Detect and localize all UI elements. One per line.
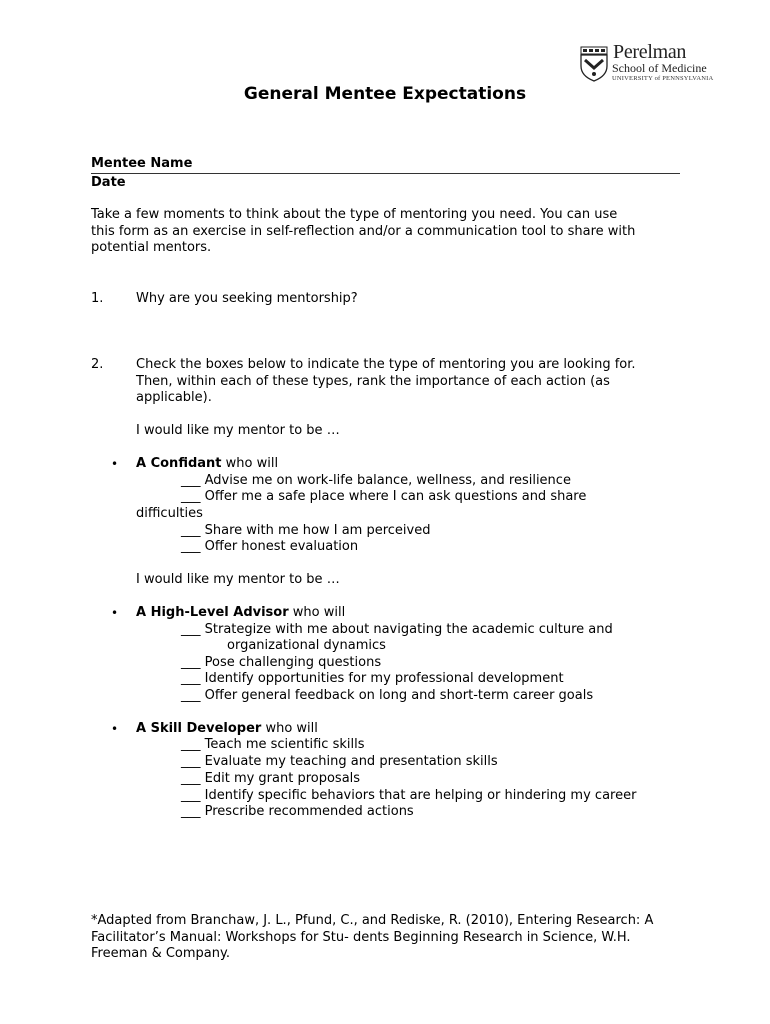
role-suffix: who will [221, 456, 279, 471]
logo-name: Perelman [613, 41, 687, 63]
logo-university: UNIVERSITY of PENNSYLVANIA [612, 75, 714, 82]
question-1-text: Why are you seeking mentorship? [136, 291, 358, 306]
question-2-number: 2. [91, 357, 104, 372]
question-2-line: Then, within each of these types, rank the importance of each action (as [136, 373, 610, 389]
checklist-item[interactable]: ___ Identify opportunities for my professional development [181, 671, 564, 686]
question-2-line: Check the boxes below to indicate the type of mentoring you are looking for. [136, 357, 636, 372]
section-advisor-heading [136, 605, 696, 622]
checklist-item[interactable]: ___ Offer me a safe place where I can ask questions and share [181, 489, 587, 504]
footnote [91, 913, 691, 963]
checklist-item[interactable]: ___ Pose challenging questions [181, 655, 382, 670]
question-1-number: 1. [91, 291, 104, 306]
logo-school: School of Medicine [612, 61, 707, 75]
page-title: General Mentee Expectations [243, 84, 527, 104]
intro-line: Take a few moments to think about the type of mentoring you need. You can use [91, 207, 618, 222]
checklist-item[interactable]: ___ Edit my grant proposals [181, 771, 361, 786]
intro-line: potential mentors. [91, 240, 212, 256]
footnote-line: *Adapted from Branchaw, J. L., Pfund, C., and Rediske, R. (2010), Entering Research: A [91, 913, 654, 928]
role-suffix: who will [261, 721, 318, 736]
lead-in-2: I would like my mentor to be … [136, 572, 340, 587]
checklist-item[interactable]: ___ Identify specific behaviors that are helping or hindering my career [181, 788, 637, 803]
bullet-icon: • [111, 606, 119, 620]
checklist-item[interactable]: ___ Share with me how I am perceived [181, 523, 431, 538]
section-confidant-heading [136, 456, 696, 473]
mentee-name-label: Mentee Name [91, 156, 193, 171]
checklist-item[interactable]: ___ Prescribe recommended actions [181, 804, 414, 819]
date-label: Date [91, 175, 126, 190]
intro-paragraph [91, 207, 691, 257]
mentee-name-line [91, 173, 680, 174]
checklist-item[interactable]: ___ Teach me scientific skills [181, 737, 365, 752]
role-advisor: A High-Level Advisor [136, 605, 289, 620]
question-2-text [136, 357, 696, 407]
checklist-item-wrap: difficulties [136, 506, 203, 521]
intro-line: this form as an exercise in self-reflection and/or a communication tool to share with [91, 223, 636, 239]
checklist-item-wrap: organizational dynamics [227, 638, 386, 653]
checklist-item[interactable]: ___ Evaluate my teaching and presentation skills [181, 754, 498, 769]
checklist-item[interactable]: ___ Offer honest evaluation [181, 539, 359, 554]
penn-shield-icon [578, 46, 610, 82]
bullet-icon: • [111, 722, 119, 736]
section-skill-developer-heading [136, 721, 696, 738]
footnote-line: Freeman & Company. [91, 946, 230, 962]
role-confidant: A Confidant [136, 456, 222, 471]
perelman-logo [578, 41, 714, 84]
footnote-line: Facilitator’s Manual: Workshops for Stu- dents Beginning Research in Science, W.H. [91, 929, 631, 945]
bullet-icon: • [111, 457, 119, 471]
checklist-item[interactable]: ___ Offer general feedback on long and short-term career goals [181, 688, 594, 703]
checklist-item[interactable]: ___ Advise me on work-life balance, wellness, and resilience [181, 473, 571, 488]
role-suffix: who will [288, 605, 346, 620]
question-2-line: applicable). [136, 390, 212, 406]
role-skill-developer: A Skill Developer [136, 721, 262, 736]
lead-in-1: I would like my mentor to be … [136, 423, 340, 438]
checklist-item[interactable]: ___ Strategize with me about navigating the academic culture and [181, 622, 613, 637]
